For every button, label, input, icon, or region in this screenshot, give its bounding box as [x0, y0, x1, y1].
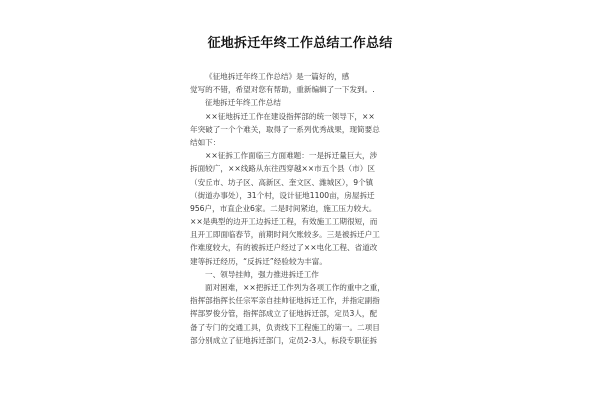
text-line: 结如下： — [190, 137, 221, 147]
text-line: 部分别成立了征地拆迁部门，定员2-3人，标段专职征拆 — [190, 335, 378, 345]
document-content — [190, 0, 410, 400]
text-line: ××征地拆迁工作在建设指挥部的统一领导下，×× — [205, 111, 375, 121]
text-line: 且开工即面临春节，前期时间欠账较多。三是被拆迁户工 — [190, 230, 380, 240]
text-line: 面对困难，××把拆迁工作列为各项工作的重中之重， — [205, 283, 385, 292]
text-line: （安丘市、坊子区、高新区、奎文区、潍城区），9个镇 — [190, 177, 374, 187]
text-line: 一、领导挂帅，强力推进拆迁工作 — [205, 269, 319, 279]
text-line: 年突破了一个个难关，取得了一系列优秀战果，现简要总 — [190, 124, 380, 134]
text-line: 备了专门的交通工具，负责线下工程施工的第一。二项目 — [190, 322, 380, 332]
text-line: 956户，市直企业6家。二是时间紧迫，施工压力较大。 — [190, 203, 377, 213]
text-line: 觉写的不错，希望对您有帮助，重新编辑了一下发到。. — [190, 85, 375, 95]
text-line: 建等拆迁经历，“反拆迁”经验较为丰富。 — [190, 256, 327, 266]
document-title: 征地拆迁年终工作总结工作总结 — [207, 36, 393, 51]
document-body — [190, 70, 410, 347]
text-line: 指挥部指挥长任宗军亲自挂帅征地拆迁工作，并指定副指 — [190, 296, 380, 306]
text-line: 作难度较大，有的被拆迁户经过了××电化工程、省道改 — [190, 243, 378, 253]
text-line: 拆面较广，××线路从东往西穿越××市五个县（市）区 — [190, 164, 375, 174]
text-line: ××征拆工作面临三方面难题：一是拆迁量巨大，涉 — [205, 151, 378, 161]
text-line: ××是典型的边开工边拆迁工程，有效施工工期很短，而 — [190, 217, 378, 227]
text-line: 《征地拆迁年终工作总结》是一篇好的，感 — [205, 72, 350, 81]
text-line: 征地拆迁年终工作总结 — [205, 98, 281, 108]
text-line: （街道办事处），31个村，设计征地1100亩，房屋拆迁 — [190, 190, 375, 200]
text-line: 挥部罗俊分管，指挥部成立了征地拆迁部，定员3人，配 — [190, 309, 378, 319]
